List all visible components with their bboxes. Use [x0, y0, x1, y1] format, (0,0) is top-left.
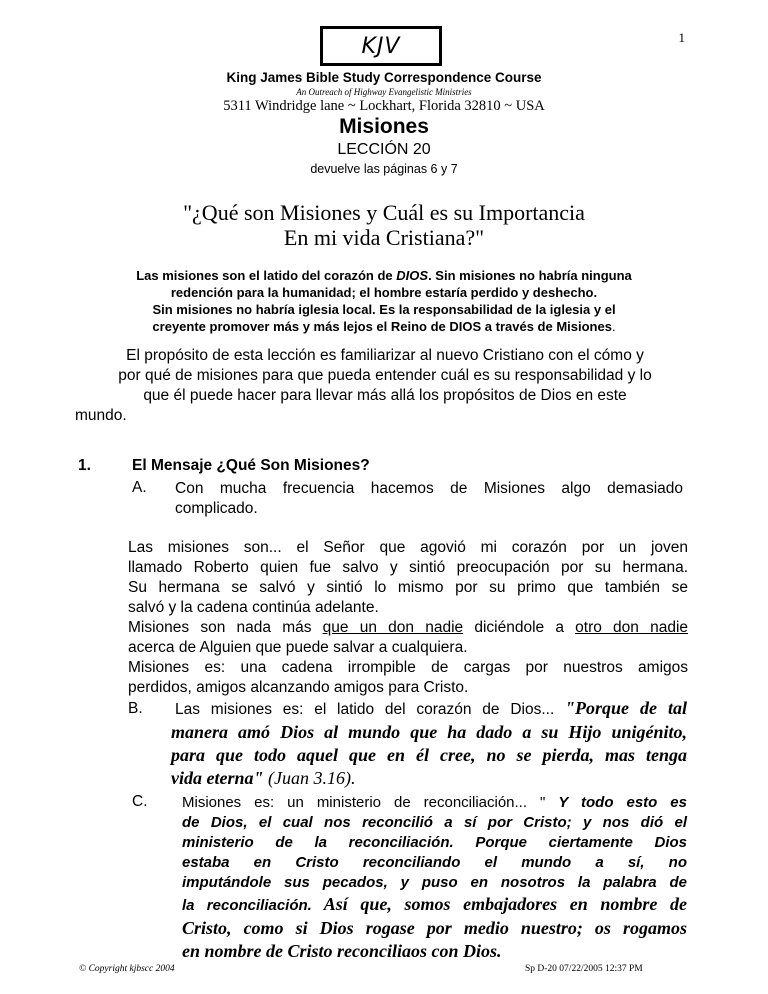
paragraph-line: Las misiones son... el Señor que agovió mi corazón por un joven — [128, 539, 688, 556]
item-c-text — [182, 793, 687, 893]
item-c-line: imputándole sus pecados, y puso en nosotros la palabra de — [182, 874, 687, 891]
purpose-line: que él puede hacer para llevar más allá los propósitos de Dios en este — [143, 387, 627, 404]
footer-doc-info: Sp D-20 07/22/2005 12:37 PM — [525, 964, 643, 974]
intro-statement — [90, 267, 678, 335]
c-verse-serif: Así que, somos embajadores en nombre de — [311, 894, 688, 914]
intro-line: redención para la humanidad; el hombre estaría perdido y deshecho. — [170, 285, 598, 300]
intro-line: Sin misiones no habría iglesia local. Es la responsabilidad de la iglesia y el — [152, 302, 616, 317]
mailing-address: 5311 Windridge lane ~ Lockhart, Florida 32810 ~ USA — [223, 98, 545, 114]
purpose-line: por qué de misiones para que pueda entender cuál es su responsabilidad y lo — [118, 367, 652, 384]
item-b-verse — [171, 721, 687, 791]
item-a-line: Con mucha frecuencia hacemos de Misiones algo demasiado — [175, 480, 683, 497]
paragraph-line: acerca de Alguien que puede salvar a cualquiera. — [128, 639, 468, 656]
item-c-line — [182, 893, 687, 917]
item-c-line: Cristo, como si Dios rogase por medio nuestro; os rogamos — [182, 918, 687, 938]
item-a-label: A. — [132, 479, 147, 496]
item-c-line: en nombre de Cristo reconciliaos con Dios. — [182, 941, 502, 961]
item-c-line: ministerio de la reconciliación. Porque ciertamente Dios — [182, 834, 687, 851]
item-c-intro: Misiones es: un ministerio de reconciliación... " — [182, 794, 559, 811]
item-b-label: B. — [128, 700, 143, 717]
intro-text: Las misiones son el latido del corazón de — [136, 268, 397, 283]
paragraph-line: perdidos, amigos alcanzando amigos para Cristo. — [128, 679, 469, 696]
purpose-line: mundo. — [75, 407, 127, 424]
intro-text: . Sin misiones no habría ninguna — [428, 268, 632, 283]
underlined-phrase: que un don nadie — [322, 619, 464, 636]
page-number: 1 — [678, 30, 685, 45]
underlined-phrase: otro don nadie — [575, 619, 689, 636]
main-question-line: En mi vida Cristiana?" — [283, 225, 485, 250]
paragraph-text: Misiones son nada más — [128, 619, 323, 636]
item-b-line — [175, 697, 687, 721]
kjv-logo-text: KJV — [361, 33, 401, 59]
verse-line — [171, 767, 687, 791]
item-c-line: estaba en Cristo reconciliando el mundo a sí, no — [182, 854, 687, 871]
item-c-line — [182, 793, 687, 813]
paragraph-line: llamado Roberto quien fue salvo y sintió preocupación por su hermana. — [128, 559, 688, 576]
item-b-intro: Las misiones es: el latido del corazón de Dios... — [175, 701, 566, 718]
item-b-text — [175, 697, 687, 721]
course-title: King James Bible Study Correspondence Course — [226, 70, 542, 85]
paragraph-text: diciéndole a — [463, 619, 576, 636]
footer-copyright: © Copyright kjbscc 2004 — [79, 964, 175, 974]
item-a-line: complicado. — [175, 500, 258, 517]
intro-line — [90, 267, 678, 284]
item-c-label: C. — [132, 793, 148, 810]
purpose-paragraph — [75, 346, 695, 426]
paragraph-line — [128, 618, 688, 638]
item-c-verse-end — [182, 893, 687, 963]
verse-line: manera amó Dios al mundo que ha dado a su Hijo unigénito, — [171, 722, 687, 742]
kjv-logo-box — [320, 26, 442, 66]
verse-reference: (Juan 3.16). — [263, 768, 356, 788]
main-question-line: "¿Qué son Misiones y Cuál es su Importancia — [183, 200, 585, 225]
c-verse-bold: la reconciliación. — [182, 897, 312, 914]
intro-text: creyente promover más y más lejos el Reino de DIOS a través de Misiones — [152, 319, 612, 334]
purpose-line: El propósito de esta lección es familiarizar al nuevo Cristiano con el cómo y — [126, 347, 644, 364]
main-question — [0, 200, 768, 250]
intro-dios: DIOS — [396, 268, 429, 283]
lesson-number: LECCIÓN 20 — [337, 141, 431, 158]
intro-line — [90, 318, 678, 335]
verse-end: vida eterna" — [171, 768, 264, 788]
item-c-line: de Dios, el cual nos reconcilió a sí por Cristo; y nos dió el — [182, 814, 687, 831]
c-verse-bold: Y todo esto es — [558, 794, 687, 811]
paragraph-line: salvó y la cadena continúa adelante. — [128, 599, 379, 616]
item-a-text — [175, 479, 683, 519]
section-title: El Mensaje ¿Qué Son Misiones? — [132, 457, 370, 474]
intro-period: . — [611, 319, 616, 334]
verse-line: para que todo aquel que en él cree, no se pierda, mas tenga — [171, 745, 687, 765]
lesson-title: Misiones — [339, 115, 429, 138]
paragraph-line: Misiones es: una cadena irrompible de cargas por nuestros amigos — [128, 659, 688, 676]
return-pages-note: devuelve las páginas 6 y 7 — [310, 162, 458, 176]
john-3-16-verse: "Porque de tal — [565, 698, 687, 718]
paragraph-line: Su hermana se salvó y sintió lo mismo por su primo que también se — [128, 579, 688, 596]
section-number: 1. — [78, 457, 91, 474]
missions-paragraph — [128, 538, 688, 698]
outreach-subtitle: An Outreach of Highway Evangelistic Ministries — [296, 87, 472, 97]
